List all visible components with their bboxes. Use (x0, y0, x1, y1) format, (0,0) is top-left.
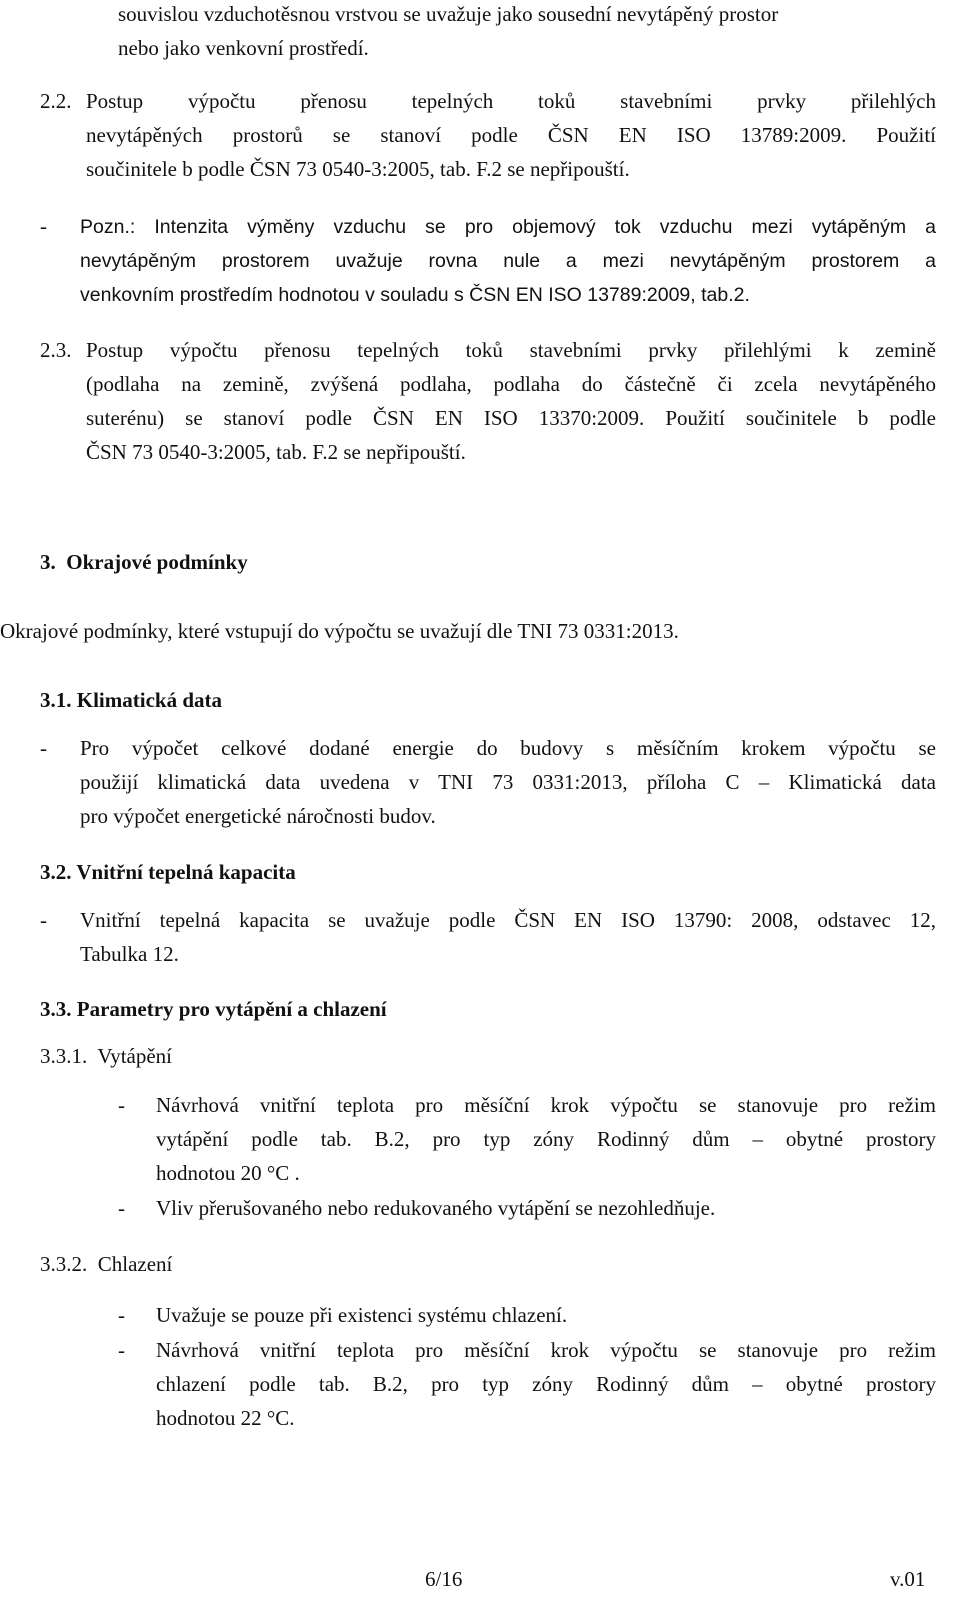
section-3-3-2-bullet-2-line-1: Návrhová vnitřní teplota pro měsíční krok výpočtu se stanovuje pro režim (156, 1338, 936, 1362)
section-3-3-1-heading: 3.3.1. Vytápění (40, 1044, 173, 1068)
section-3-2-line-1: Vnitřní tepelná kapacita se uvažuje podle ČSN EN ISO 13790: 2008, odstavec 12, (80, 908, 936, 932)
section-3-2-dash: - (40, 908, 47, 932)
section-2-2-line-2: nevytápěných prostorů se stanoví podle ČSN EN ISO 13789:2009. Použití (86, 123, 936, 147)
intro-line-1: souvislou vzduchotěsnou vrstvou se uvažuje jako sousední nevytápěný prostor (118, 2, 779, 26)
section-2-3-number: 2.3. (40, 338, 72, 362)
section-3-3-2-bullet-2-dash: - (118, 1338, 125, 1362)
note-dash: - (40, 214, 47, 238)
section-3-3-1-bullet-1-line-1: Návrhová vnitřní teplota pro měsíční krok výpočtu se stanovuje pro režim (156, 1093, 936, 1117)
note-line-1: Pozn.: Intenzita výměny vzduchu se pro objemový tok vzduchu mezi vytápěným a (80, 216, 936, 238)
intro-line-2: nebo jako venkovní prostředí. (118, 36, 369, 60)
section-3-3-2-bullet-2-line-3: hodnotou 22 °C. (156, 1406, 295, 1430)
section-2-2-number: 2.2. (40, 89, 72, 113)
section-2-2-line-3: součinitele b podle ČSN 73 0540-3:2005, tab. F.2 se nepřipouští. (86, 157, 630, 181)
note-line-2: nevytápěným prostorem uvažuje rovna nule a mezi nevytápěným prostorem a (80, 250, 936, 272)
section-3-3-2-bullet-1-line-1: Uvažuje se pouze při existenci systému chlazení. (156, 1303, 568, 1327)
section-3-3-1-bullet-1-line-3: hodnotou 20 °C . (156, 1161, 300, 1185)
section-3-2-heading: 3.2. Vnitřní tepelná kapacita (40, 860, 296, 884)
note-line-3: venkovním prostředím hodnotou v souladu s ČSN EN ISO 13789:2009, tab.2. (80, 284, 750, 306)
section-2-3-line-4: ČSN 73 0540-3:2005, tab. F.2 se nepřipouští. (86, 440, 466, 464)
section-3-3-1-bullet-2-line-1: Vliv přerušovaného nebo redukovaného vytápění se nezohledňuje. (156, 1196, 716, 1220)
section-3-1-dash: - (40, 736, 47, 760)
section-3-3-2-heading: 3.3.2. Chlazení (40, 1252, 173, 1276)
section-3-3-2-bullet-1-dash: - (118, 1303, 125, 1327)
section-3-1-line-1: Pro výpočet celkové dodané energie do budovy s měsíčním krokem výpočtu se (80, 736, 936, 760)
section-3-3-1-bullet-1-line-2: vytápění podle tab. B.2, pro typ zóny Rodinný dům – obytné prostory (156, 1127, 936, 1151)
section-3-text: Okrajové podmínky, které vstupují do výpočtu se uvažují dle TNI 73 0331:2013. (0, 619, 679, 643)
page-number: 6/16 (425, 1567, 463, 1591)
section-3-1-line-2: použijí klimatická data uvedena v TNI 73 0331:2013, příloha C – Klimatická data (80, 770, 936, 794)
section-2-2-line-1: Postup výpočtu přenosu tepelných toků stavebními prvky přilehlých (86, 89, 936, 113)
section-3-3-2-bullet-2-line-2: chlazení podle tab. B.2, pro typ zóny Rodinný dům – obytné prostory (156, 1372, 936, 1396)
section-3-heading: 3. Okrajové podmínky (40, 550, 248, 574)
document-version: v.01 (890, 1567, 926, 1591)
section-2-3-line-2: (podlaha na zemině, zvýšená podlaha, podlaha do částečně či zcela nevytápěného (86, 372, 936, 396)
section-3-3-1-bullet-1-dash: - (118, 1093, 125, 1117)
section-3-1-heading: 3.1. Klimatická data (40, 688, 222, 712)
section-3-3-heading: 3.3. Parametry pro vytápění a chlazení (40, 997, 387, 1021)
section-3-1-line-3: pro výpočet energetické náročnosti budov. (80, 804, 436, 828)
section-3-2-line-2: Tabulka 12. (80, 942, 179, 966)
section-2-3-line-3: suterénu) se stanoví podle ČSN EN ISO 13370:2009. Použití součinitele b podle (86, 406, 936, 430)
section-2-3-line-1: Postup výpočtu přenosu tepelných toků stavebními prvky přilehlými k zemině (86, 338, 936, 362)
section-3-3-1-bullet-2-dash: - (118, 1196, 125, 1220)
